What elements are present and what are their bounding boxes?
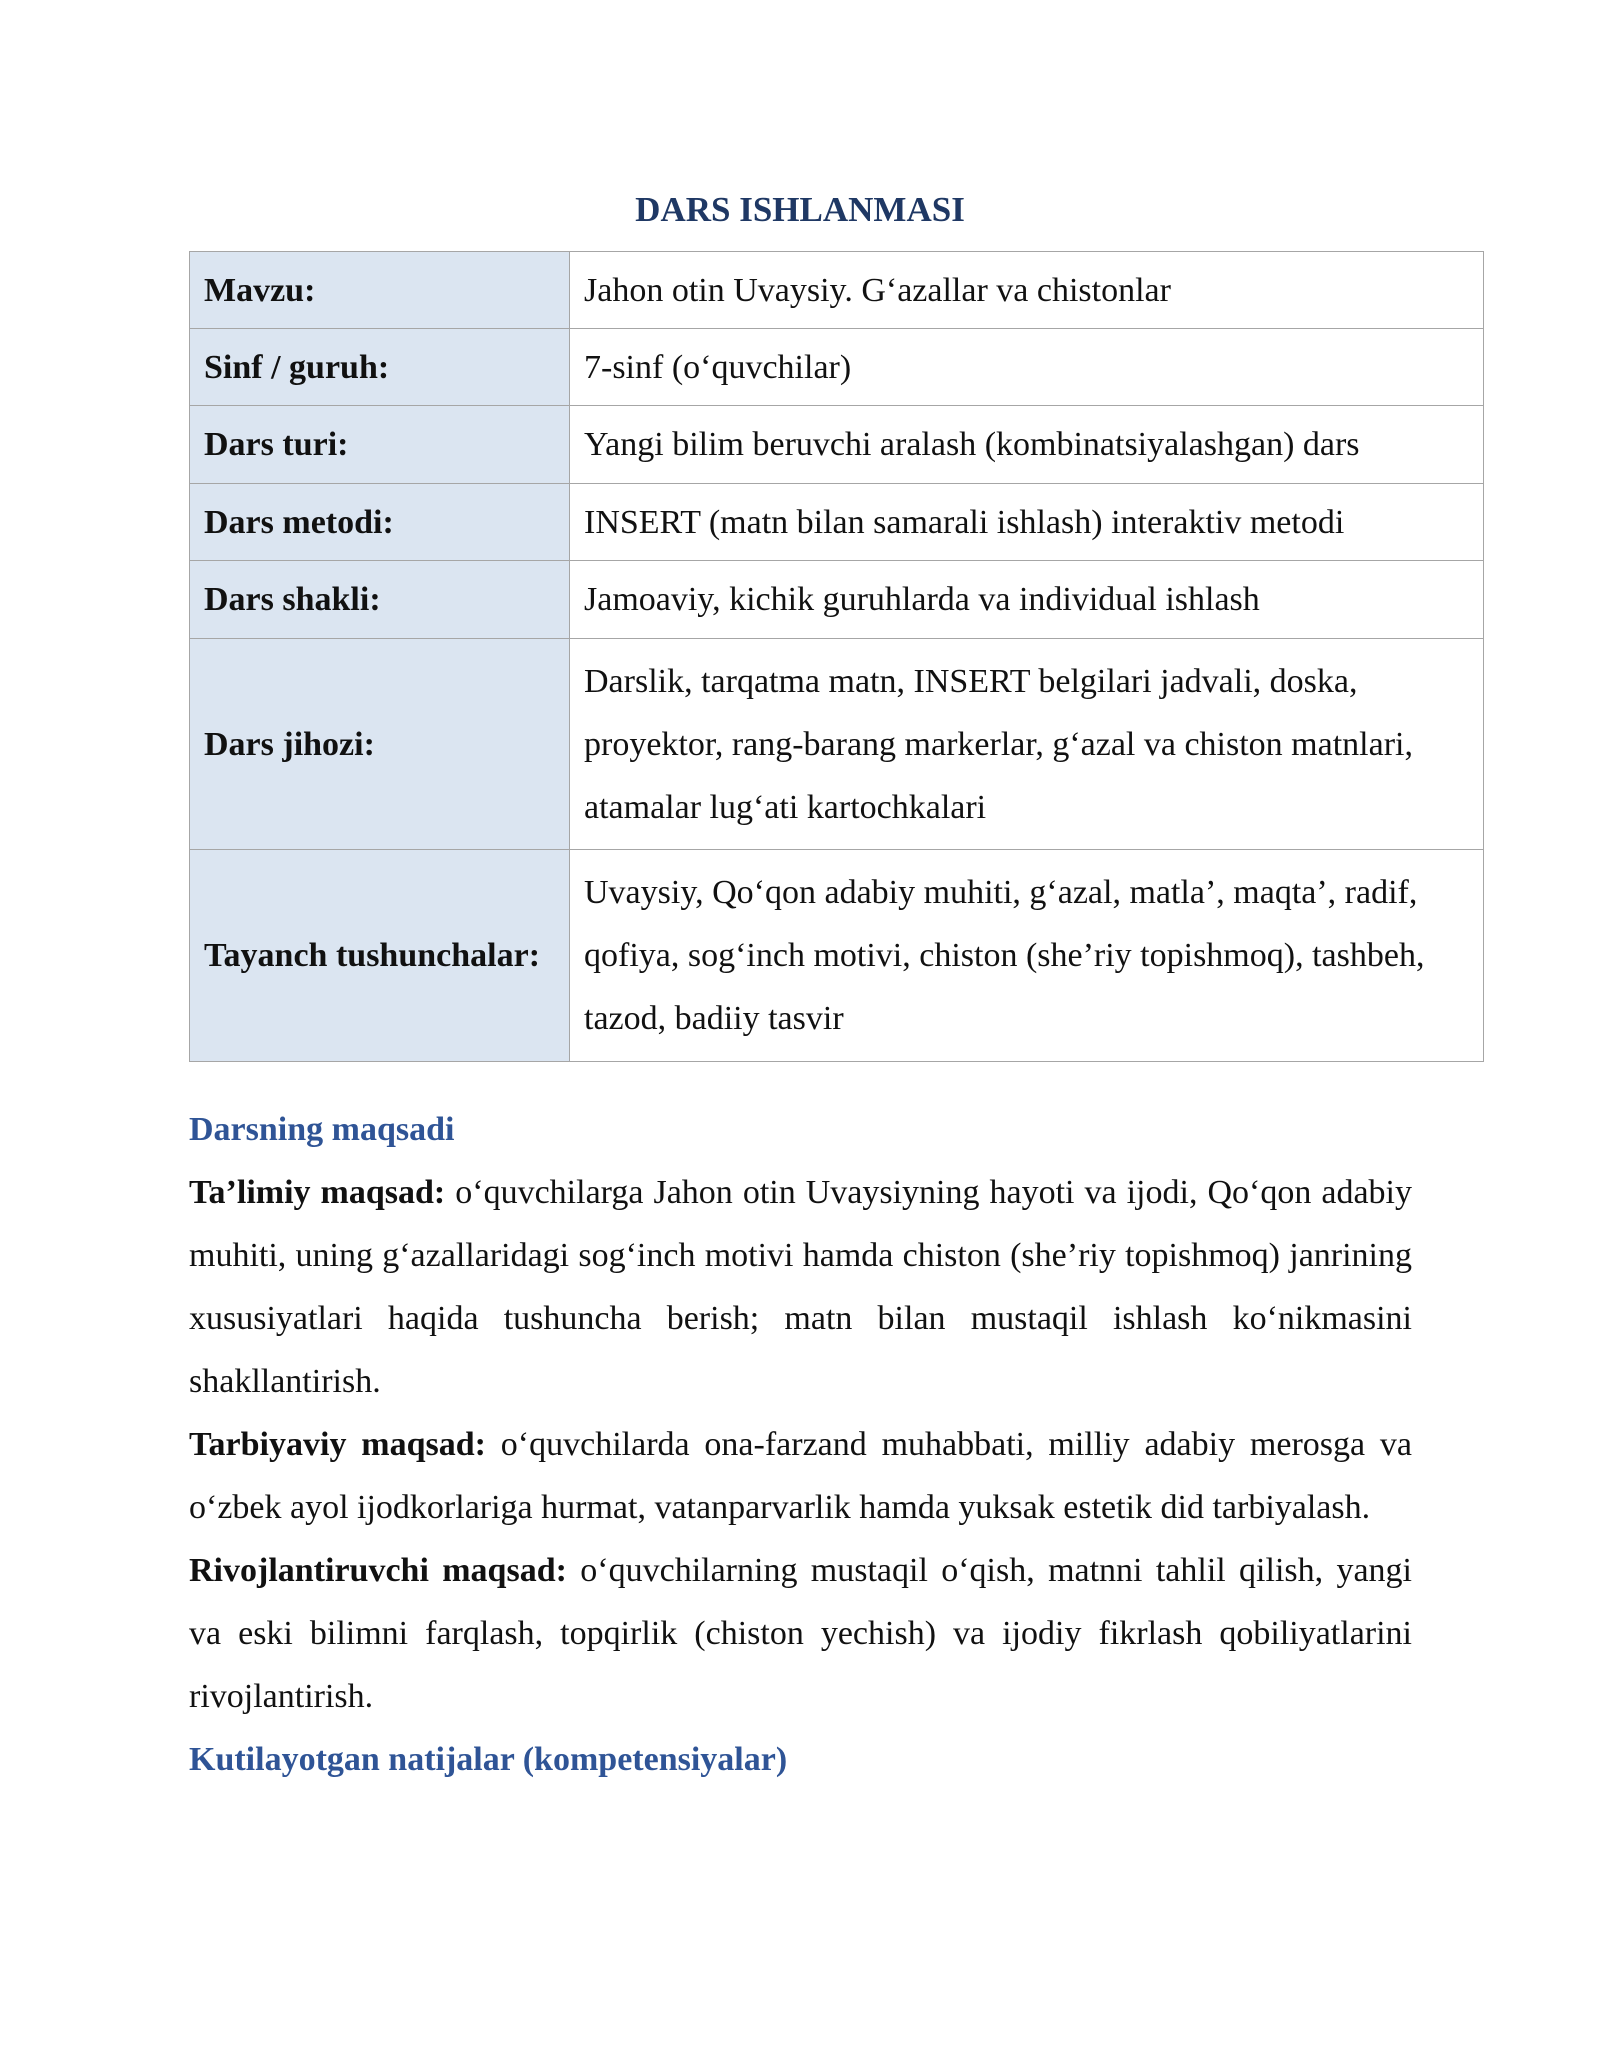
developmental-goal-label: Rivojlantiruvchi maqsad: bbox=[189, 1552, 567, 1589]
developmental-goal-text: o‘quvchilarning mustaqil o‘qish, matnni tahlil qilish, yangi va eski bilimni farqlash, topqirlik (chiston yechish) va ijodiy fikrlash qobiliyatlarini rivojlantirish. bbox=[189, 1552, 1413, 1715]
row-value-key-concepts: Uvaysiy, Qo‘qon adabiy muhiti, g‘azal, matla’, maqta’, radif, qofiya, sog‘inch motivi, chiston (she’riy topishmoq), tashbeh, tazod, badiiy tasvir bbox=[570, 850, 1484, 1062]
row-label-topic: Mavzu: bbox=[190, 252, 570, 329]
upbringing-goal-paragraph bbox=[189, 1413, 1412, 1539]
lesson-goals-section bbox=[189, 1098, 1412, 1791]
goals-heading: Darsning maqsadi bbox=[189, 1111, 455, 1148]
table-row bbox=[190, 850, 1484, 1062]
developmental-goal-paragraph bbox=[189, 1539, 1412, 1728]
row-label-lesson-type: Dars turi: bbox=[190, 406, 570, 484]
row-value-method: INSERT (matn bilan samarali ishlash) interaktiv metodi bbox=[570, 484, 1484, 561]
educational-goal-label: Ta’limiy maqsad: bbox=[189, 1174, 446, 1211]
row-label-class: Sinf / guruh: bbox=[190, 329, 570, 406]
row-label-key-concepts: Tayanch tushunchalar: bbox=[190, 850, 570, 1062]
table-row bbox=[190, 639, 1484, 850]
outcomes-heading: Kutilayotgan natijalar (kompetensiyalar) bbox=[189, 1741, 788, 1778]
row-value-lesson-type: Yangi bilim beruvchi aralash (kombinatsiyalashgan) dars bbox=[570, 406, 1484, 484]
row-label-equipment: Dars jihozi: bbox=[190, 639, 570, 850]
row-label-method: Dars metodi: bbox=[190, 484, 570, 561]
document-title: DARS ISHLANMASI bbox=[635, 190, 965, 229]
upbringing-goal-label: Tarbiyaviy maqsad: bbox=[189, 1426, 486, 1463]
lesson-info-table bbox=[189, 251, 1484, 1062]
upbringing-goal-text: o‘quvchilarda ona-farzand muhabbati, milliy adabiy merosga va o‘zbek ayol ijodkorlariga hurmat, vatanparvarlik hamda yuksak estetik did tarbiyalash. bbox=[189, 1426, 1412, 1526]
table-row bbox=[190, 329, 1484, 406]
row-label-form: Dars shakli: bbox=[190, 561, 570, 639]
educational-goal-text: o‘quvchilarga Jahon otin Uvaysiyning hayoti va ijodi, Qo‘qon adabiy muhiti, uning g‘azallaridagi sog‘inch motivi hamda chiston (she’riy topishmoq) janrining xususiyatlari haqida tushuncha berish; matn bilan mustaqil ishlash ko‘nikmasini shakllantirish. bbox=[189, 1174, 1412, 1400]
row-value-form: Jamoaviy, kichik guruhlarda va individual ishlash bbox=[570, 561, 1484, 639]
table-row bbox=[190, 252, 1484, 329]
row-value-class: 7-sinf (o‘quvchilar) bbox=[570, 329, 1484, 406]
educational-goal-paragraph bbox=[189, 1161, 1412, 1413]
table-row bbox=[190, 406, 1484, 484]
row-value-equipment: Darslik, tarqatma matn, INSERT belgilari jadvali, doska, proyektor, rang-barang markerlar, g‘azal va chiston matnlari, atamalar lug‘ati kartochkalari bbox=[570, 639, 1484, 850]
row-value-topic: Jahon otin Uvaysiy. G‘azallar va chistonlar bbox=[570, 252, 1484, 329]
table-row bbox=[190, 484, 1484, 561]
table-row bbox=[190, 561, 1484, 639]
